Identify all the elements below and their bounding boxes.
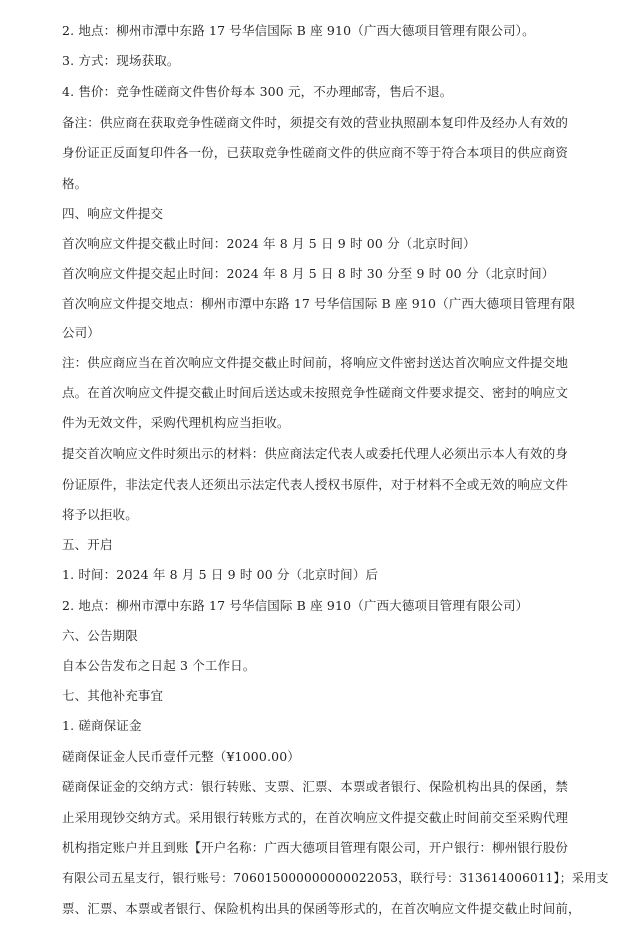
text-line: 首次响应文件提交截止时间：2024 年 8 月 5 日 9 时 00 分（北京时间） bbox=[62, 236, 476, 251]
text-line: 公司） bbox=[62, 325, 100, 340]
section-heading: 七、其他补充事宜 bbox=[62, 688, 164, 703]
section-heading: 四、响应文件提交 bbox=[62, 206, 164, 221]
text-line: 2. 地点：柳州市潭中东路 17 号华信国际 B 座 910（广西大德项目管理有限公司） bbox=[62, 598, 529, 613]
text-line: 注：供应商应当在首次响应文件提交截止时间前，将响应文件密封送达首次响应文件提交地 bbox=[62, 355, 569, 370]
text-line: 备注：供应商在获取竞争性磋商文件时，须提交有效的营业执照副本复印件及经办人有效的 bbox=[62, 115, 569, 130]
text-line: 首次响应文件提交起止时间：2024 年 8 月 5 日 8 时 30 分至 9 时 00 分（北京时间） bbox=[62, 266, 555, 281]
text-line: 机构指定账户并且到账【开户名称：广西大德项目管理有限公司，开户银行：柳州银行股份 bbox=[62, 840, 569, 855]
text-line: 有限公司五星支行，银行账号：706015000000000022053，联行号：313614006011】；采用支 bbox=[62, 871, 609, 885]
text-line: 份证原件，非法定代表人还须出示法定代表人授权书原件，对于材料不全或无效的响应文件 bbox=[62, 477, 569, 492]
section-heading: 五、开启 bbox=[62, 537, 113, 552]
text-line: 磋商保证金人民币壹仟元整（¥1000.00） bbox=[62, 749, 300, 764]
text-line: 3. 方式：现场获取。 bbox=[62, 53, 180, 68]
text-line: 止采用现钞交纳方式。采用银行转账方式的，在首次响应文件提交截止时间前交至采购代理 bbox=[62, 810, 569, 825]
text-line: 磋商保证金的交纳方式：银行转账、支票、汇票、本票或者银行、保险机构出具的保函，禁 bbox=[62, 779, 569, 794]
text-line: 1. 磋商保证金 bbox=[62, 718, 142, 733]
text-line: 自本公告发布之日起 3 个工作日。 bbox=[62, 658, 256, 673]
text-line: 1. 时间：2024 年 8 月 5 日 9 时 00 分（北京时间）后 bbox=[62, 567, 379, 582]
text-line: 将予以拒收。 bbox=[62, 507, 138, 522]
text-line: 身份证正反面复印件各一份，已获取竞争性磋商文件的供应商不等于符合本项目的供应商资 bbox=[62, 145, 569, 160]
text-line: 票、汇票、本票或者银行、保险机构出具的保函等形式的，在首次响应文件提交截止时间前， bbox=[62, 901, 581, 916]
text-line: 4. 售价：竞争性磋商文件售价每本 300 元，不办理邮寄，售后不退。 bbox=[62, 84, 453, 99]
text-line: 提交首次响应文件时须出示的材料：供应商法定代表人或委托代理人必须出示本人有效的身 bbox=[62, 446, 569, 461]
text-line: 格。 bbox=[62, 176, 88, 191]
section-heading: 六、公告期限 bbox=[62, 628, 138, 643]
text-line: 点。在首次响应文件提交截止时间后送达或未按照竞争性磋商文件要求提交、密封的响应文 bbox=[62, 385, 569, 400]
text-line: 件为无效文件，采购代理机构应当拒收。 bbox=[62, 415, 290, 430]
text-line: 首次响应文件提交地点：柳州市潭中东路 17 号华信国际 B 座 910（广西大德项目管理有限 bbox=[62, 296, 576, 311]
text-line: 2. 地点：柳州市潭中东路 17 号华信国际 B 座 910（广西大德项目管理有限公司）。 bbox=[62, 23, 535, 38]
